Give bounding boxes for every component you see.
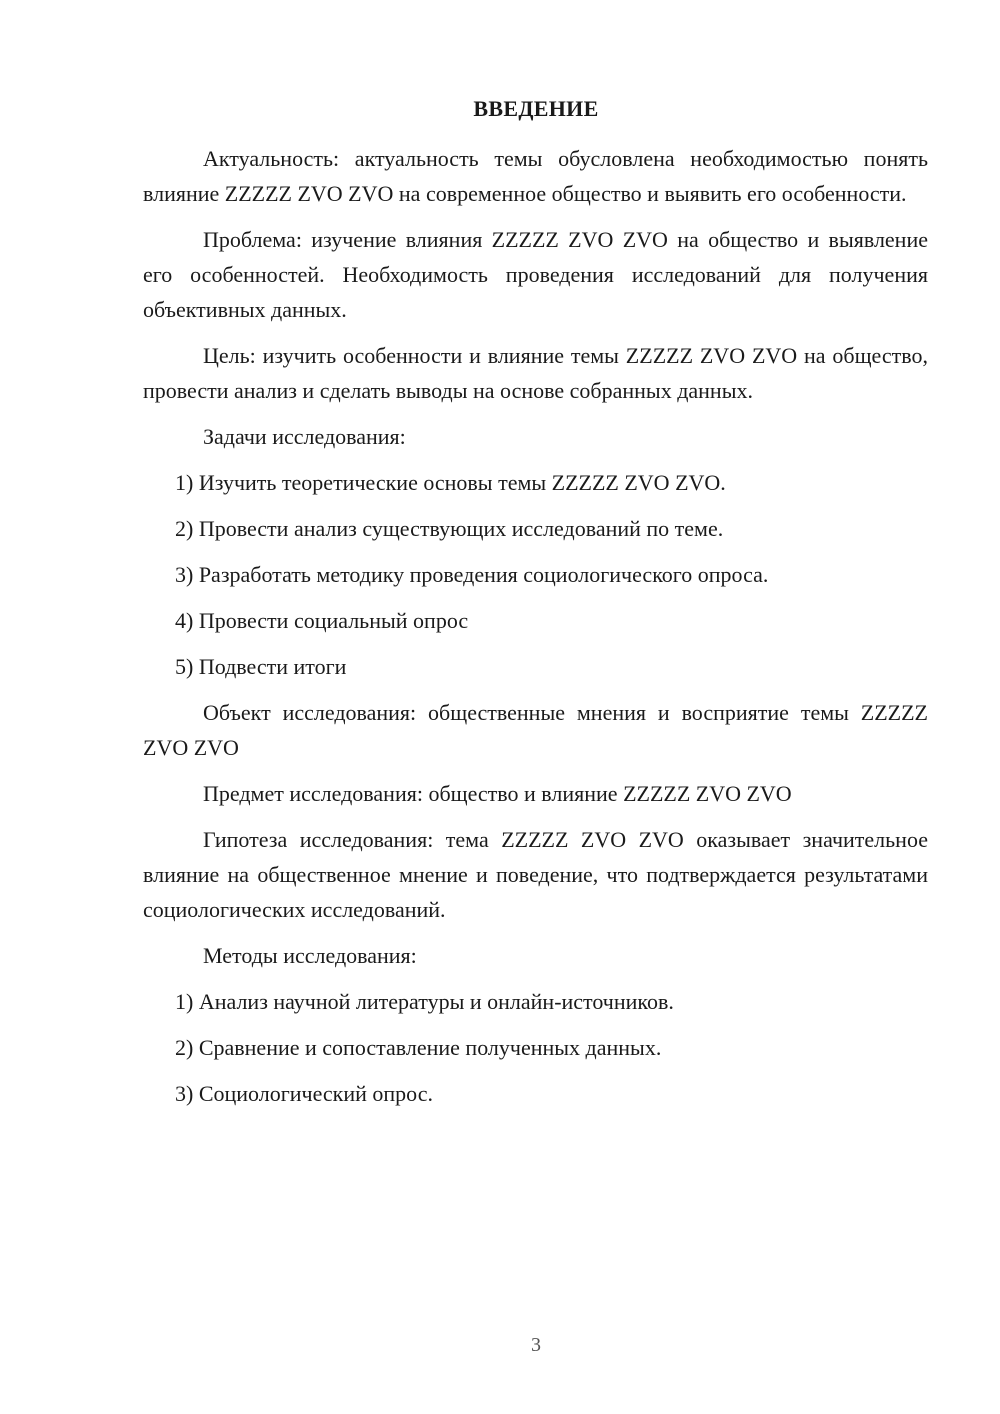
list-item: 5) Подвести итоги [175, 654, 347, 679]
paragraph-goal: Цель: изучить особенности и влияние темы ZZZZZ ZVO ZVO на общество, провести анализ и сделать выводы на основе собранных данных. [143, 343, 928, 403]
list-item: 4) Провести социальный опрос [175, 608, 469, 633]
paragraph-subject: Предмет исследования: общество и влияние ZZZZZ ZVO ZVO [203, 781, 792, 806]
list-item: 3) Разработать методику проведения социологического опроса. [175, 562, 769, 587]
list-item: 2) Провести анализ существующих исследований по теме. [175, 516, 724, 541]
methods-heading: Методы исследования: [203, 943, 417, 968]
list-item: 1) Изучить теоретические основы темы ZZZZZ ZVO ZVO. [175, 470, 726, 495]
paragraph-relevance: Актуальность: актуальность темы обусловлена необходимостью понять влияние ZZZZZ ZVO ZVO на современное общество и выявить его особенности. [143, 146, 928, 206]
tasks-list [143, 465, 928, 684]
paragraph-problem: Проблема: изучение влияния ZZZZZ ZVO ZVO на общество и выявление его особенностей. Необходимость проведения исследований для получения объективных данных. [143, 227, 928, 322]
paragraph-object: Объект исследования: общественные мнения и восприятие темы ZZZZZ ZVO ZVO [143, 700, 928, 760]
document-body [143, 141, 928, 1122]
tasks-heading: Задачи исследования: [203, 424, 406, 449]
list-item: 1) Анализ научной литературы и онлайн-источников. [175, 989, 674, 1014]
page-number: 3 [531, 1334, 541, 1356]
paragraph-hypothesis: Гипотеза исследования: тема ZZZZZ ZVO ZVO оказывает значительное влияние на общественное мнение и поведение, что подтверждается результатами социологических исследований. [143, 827, 928, 922]
list-item: 2) Сравнение и сопоставление полученных данных. [175, 1035, 662, 1060]
page-title: ВВЕДЕНИЕ [473, 96, 599, 121]
methods-list [143, 984, 928, 1111]
list-item: 3) Социологический опрос. [175, 1081, 433, 1106]
